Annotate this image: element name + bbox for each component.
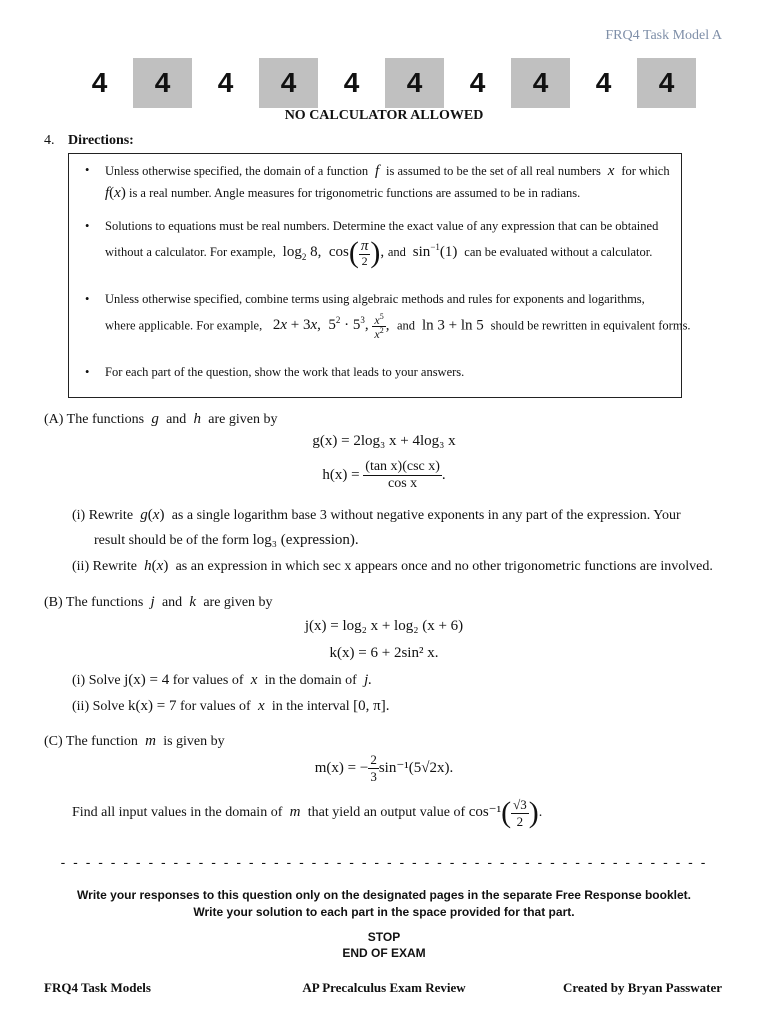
bullet-icon: • xyxy=(85,219,90,233)
m-definition xyxy=(0,752,768,785)
text: [0, π]. xyxy=(353,698,390,714)
question-number: 4. xyxy=(44,133,55,148)
text: are given by xyxy=(203,595,273,610)
bullet-icon: • xyxy=(85,292,90,306)
task-model-label: FRQ4 Task Model A xyxy=(605,28,722,43)
bullet-text: without a calculator. For example, xyxy=(105,244,276,259)
strip-number: 4 xyxy=(385,58,444,108)
bullet-text: where applicable. For example, xyxy=(105,318,263,333)
strip-number: 4 xyxy=(259,58,318,108)
m-numerator: 2 xyxy=(370,752,377,767)
end-of-exam-label: END OF EXAM xyxy=(342,946,426,960)
text: Find all input values in the domain of xyxy=(72,805,283,821)
text: (ii) Solve xyxy=(72,699,125,714)
question-heading xyxy=(44,133,134,149)
text: as a single logarithm base 3 without negative exponents in any part of the expression. Your xyxy=(171,508,681,523)
bullet-icon: • xyxy=(85,365,90,379)
directions-label: Directions: xyxy=(68,133,134,148)
strip-number: 4 xyxy=(469,67,486,98)
bullet-text: Unless otherwise specified, combine terms using algebraic methods and rules for exponents and logarithms, xyxy=(105,292,645,306)
strip-number: 4 xyxy=(91,67,108,98)
bullet-text: should be rewritten in equivalent forms. xyxy=(490,318,691,333)
strip-number: 4 xyxy=(133,58,192,108)
text: and xyxy=(166,412,187,427)
text: (i) Solve xyxy=(72,673,121,688)
h-definition: h(x) = $\frac{\text{(tan x)(csc x)}}{\text{cos x}}$ . xyxy=(322,459,446,491)
text: and xyxy=(161,595,183,610)
no-calculator-heading: NO CALCULATOR ALLOWED xyxy=(284,108,484,123)
stop-label: STOP xyxy=(367,930,401,944)
text: log₃ (expression). xyxy=(252,532,359,548)
h-lhs: h(x) = xyxy=(322,466,360,483)
text: for values of xyxy=(172,673,244,688)
partB-i: (i) Solve j(x) = 4 for values of x in the domain of j. xyxy=(72,672,372,688)
text: is given by xyxy=(163,734,225,749)
h-denominator: cos x xyxy=(388,476,418,491)
partB-intro: (B) The functions j and k are given by xyxy=(44,594,273,610)
text: k(x) = 7 xyxy=(128,698,177,714)
text: cos⁻¹ xyxy=(468,804,502,821)
bullet-text: is a real number. Angle measures for trigonometric functions are assumed to be in radians. xyxy=(128,186,581,200)
partB-ii: (ii) Solve k(x) = 7 for values of x in the interval [0, π]. xyxy=(72,698,390,714)
partA-i-cont xyxy=(94,532,359,549)
bullet-text: can be evaluated without a calculator. xyxy=(464,244,653,259)
text: sec x xyxy=(322,559,352,574)
text: (C) The function xyxy=(44,734,138,749)
k-definition: k(x) = 6 + 2sin² x. xyxy=(329,645,439,661)
m-rhs: sin⁻¹(5√2x). xyxy=(378,759,454,776)
text: (i) Rewrite xyxy=(72,508,134,523)
instruction-line: Write your solution to each part in the space provided for that part. xyxy=(193,905,575,919)
text: result should be of the form xyxy=(94,533,250,548)
h-numerator: (tan x)(csc x) xyxy=(365,459,440,474)
strip-number: 4 xyxy=(595,67,612,98)
number-strip xyxy=(70,58,700,108)
strip-number: 4 xyxy=(217,67,234,98)
text: (A) The functions xyxy=(44,412,145,427)
text: that yield an output value of xyxy=(307,805,466,821)
instruction-line: Write your responses to this question only on the designated pages in the separate Free Response booklet. xyxy=(77,888,691,902)
partA-ii: (ii) Rewrite h(x) as an expression in which sec x appears once and no other trigonometric functions are involved. xyxy=(72,558,713,574)
value-denominator: 2 xyxy=(516,813,524,829)
m-denominator: 3 xyxy=(370,769,377,784)
directions-box: • Unless otherwise specified, the domain of a function f is assumed to be the set of all real numbers x for which f(x) is a real number. Angle measures for trigonometric functions are assumed to be in radians. • Solutions to equations must be real numbers. Determine the exact value of any expression that can be obtained without a calculator. For example, $\log_2 8$, cos( $\frac{\pi}{2}$ ), and $\sin^{-1}(1)$ can be evaluated without a calculator. • Unless otherwise specified, combine terms using algebraic methods and rules for exponents and logarithms, where applicable. For example, 2x + 3x, $5^2 \cdot 5^3$, $\frac{x^5}{x^2}$ , and ln 3 + ln 5 should be rewritten in equivalent forms. • For each part of the question, show the work that leads to your answers. xyxy=(68,153,682,398)
text: are given by xyxy=(208,412,278,427)
text: (ii) Rewrite xyxy=(72,559,137,574)
bullet-icon: • xyxy=(85,163,90,177)
j-definition: j(x) = log₂ x + log₂ (x + 6) xyxy=(304,618,464,634)
bullet-text: Solutions to equations must be real numbers. Determine the exact value of any expression that can be obtained xyxy=(105,219,659,233)
partC-find: Find all input values in the domain of m that yield an output value of cos⁻¹( $\frac{√3}{2}$ ). xyxy=(72,796,543,829)
m-lhs: m(x) = − xyxy=(314,759,369,776)
text: in the interval xyxy=(271,699,350,714)
bullet-text: For each part of the question, show the work that leads to your answers. xyxy=(105,365,465,379)
partC-intro: (C) The function m is given by xyxy=(44,733,225,749)
separator-line: - - - - - - - - - - - - - - - - - - - - - - - - - - - - - - - - - - - - - - - - - - - - - - - - - - - - xyxy=(60,854,708,870)
text: for values of xyxy=(179,699,251,714)
partA-i: (i) Rewrite g(x) as a single logarithm base 3 without negative exponents in any part of the expression. Your xyxy=(72,507,681,523)
strip-number: 4 xyxy=(343,67,360,98)
partA-intro: (A) The functions g and h are given by xyxy=(44,411,278,427)
footer-center: AP Precalculus Exam Review xyxy=(302,980,466,995)
bullet-text: and xyxy=(387,244,406,259)
text: appears once and no other trigonometric functions are involved. xyxy=(354,559,713,574)
text: as an expression in which xyxy=(175,559,320,574)
footer-left: FRQ4 Task Models xyxy=(44,980,151,995)
bullet-text: is assumed to be the set of all real numbers xyxy=(386,164,601,178)
text: in the domain of xyxy=(264,673,357,688)
text: j(x) = 4 xyxy=(124,672,170,688)
strip-number: 4 xyxy=(511,58,570,108)
g-definition: g(x) = 2log₃ x + 4log₃ x xyxy=(312,433,456,449)
footer-right: Created by Bryan Passwater xyxy=(563,980,722,995)
value-numerator: √3 xyxy=(513,796,527,812)
bullet-text: for which xyxy=(621,164,670,178)
bullet-text: Unless otherwise specified, the domain of a function xyxy=(105,164,369,178)
text: (B) The functions xyxy=(44,595,144,610)
strip-number: 4 xyxy=(637,58,696,108)
bullet-text: and xyxy=(397,318,416,333)
